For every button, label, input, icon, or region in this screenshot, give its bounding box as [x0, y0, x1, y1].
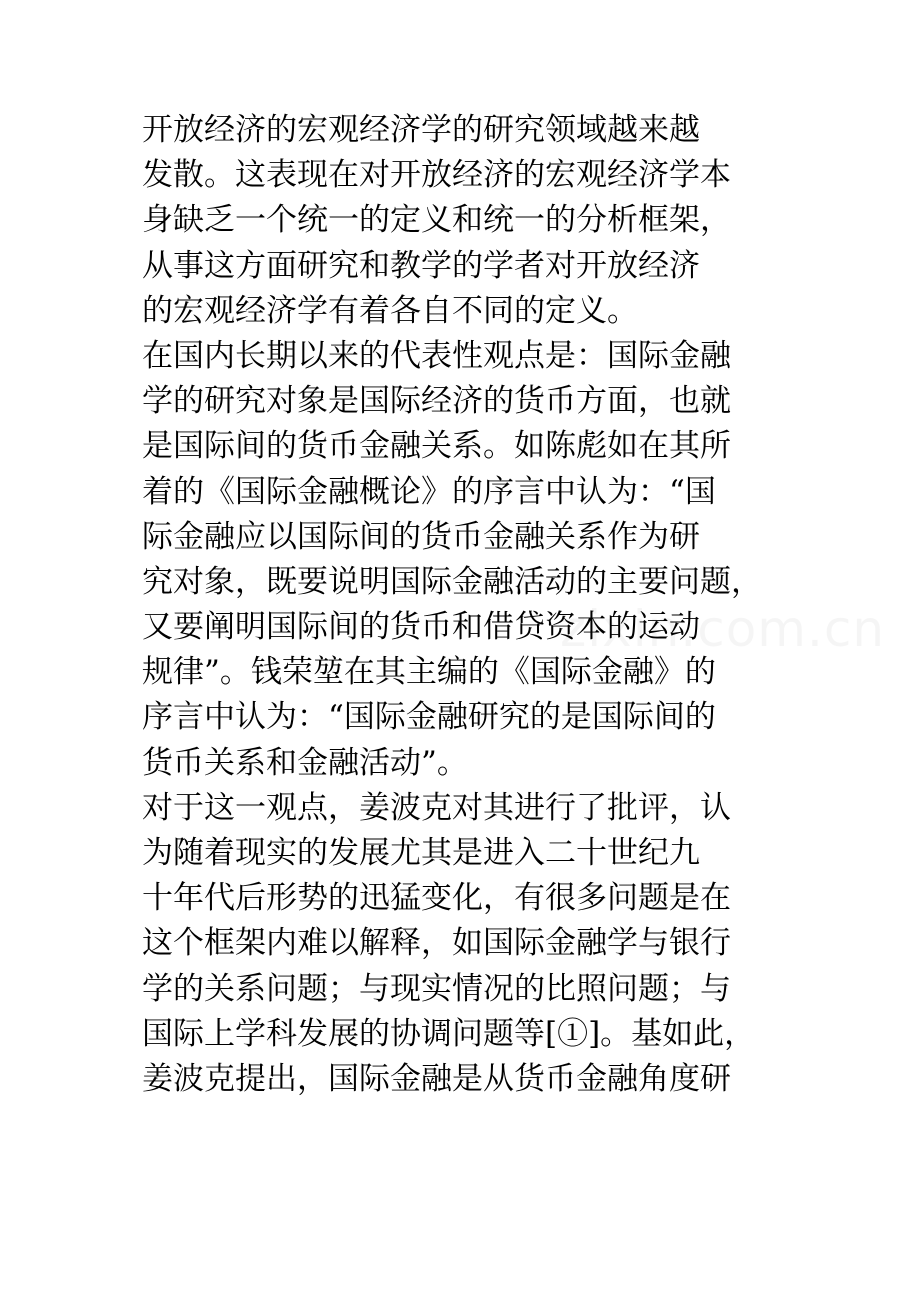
text-line: 姜波克提出，国际金融是从货币金融角度研 — [142, 1060, 731, 1097]
text-line: 学的关系问题；与现实情况的比照问题；与 — [142, 970, 731, 1007]
text-line: 这个框架内难以解释，如国际金融学与银行 — [142, 925, 731, 962]
text-line: 在国内长期以来的代表性观点是：国际金融 — [142, 337, 731, 374]
text-line: 序言中认为：“国际金融研究的是国际间的 — [142, 699, 716, 736]
text-line: 为随着现实的发展尤其是进入二十世纪九 — [142, 835, 700, 871]
text-line: 是国际间的货币金融关系。如陈彪如在其所 — [142, 428, 731, 465]
text-line: 开放经济的宏观经济学的研究领域越来越 — [142, 112, 700, 148]
text-line: 对于这一观点，姜波克对其进行了批评，认 — [142, 789, 731, 826]
text-line: 规律”。钱荣堃在其主编的《国际金融》的 — [142, 654, 716, 691]
text-line: 又要阐明国际间的货币和借贷资本的运动 — [142, 609, 700, 646]
text-line: 的宏观经济学有着各自不同的定义。 — [142, 292, 638, 329]
text-line: 身缺乏一个统一的定义和统一的分析框架， — [142, 202, 731, 239]
text-line: 究对象，既要说明国际金融活动的主要问题， — [142, 563, 762, 600]
text-line: 国际上学科发展的协调问题等[①]。基如此， — [142, 1015, 756, 1052]
text-line: 十年代后形势的迅猛变化，有很多问题是在 — [142, 880, 731, 917]
text-line: 学的研究对象是国际经济的货币方面，也就 — [142, 383, 731, 420]
body-text — [142, 108, 802, 1102]
text-line: 从事这方面研究和教学的学者对开放经济 — [142, 247, 700, 284]
text-line: 发散。这表现在对开放经济的宏观经济学本 — [142, 157, 731, 194]
text-line: 货币关系和金融活动”。 — [142, 744, 468, 781]
text-line: 际金融应以国际间的货币金融关系作为研 — [142, 518, 700, 555]
text-line: 着的《国际金融概论》的序言中认为：“国 — [142, 473, 716, 510]
